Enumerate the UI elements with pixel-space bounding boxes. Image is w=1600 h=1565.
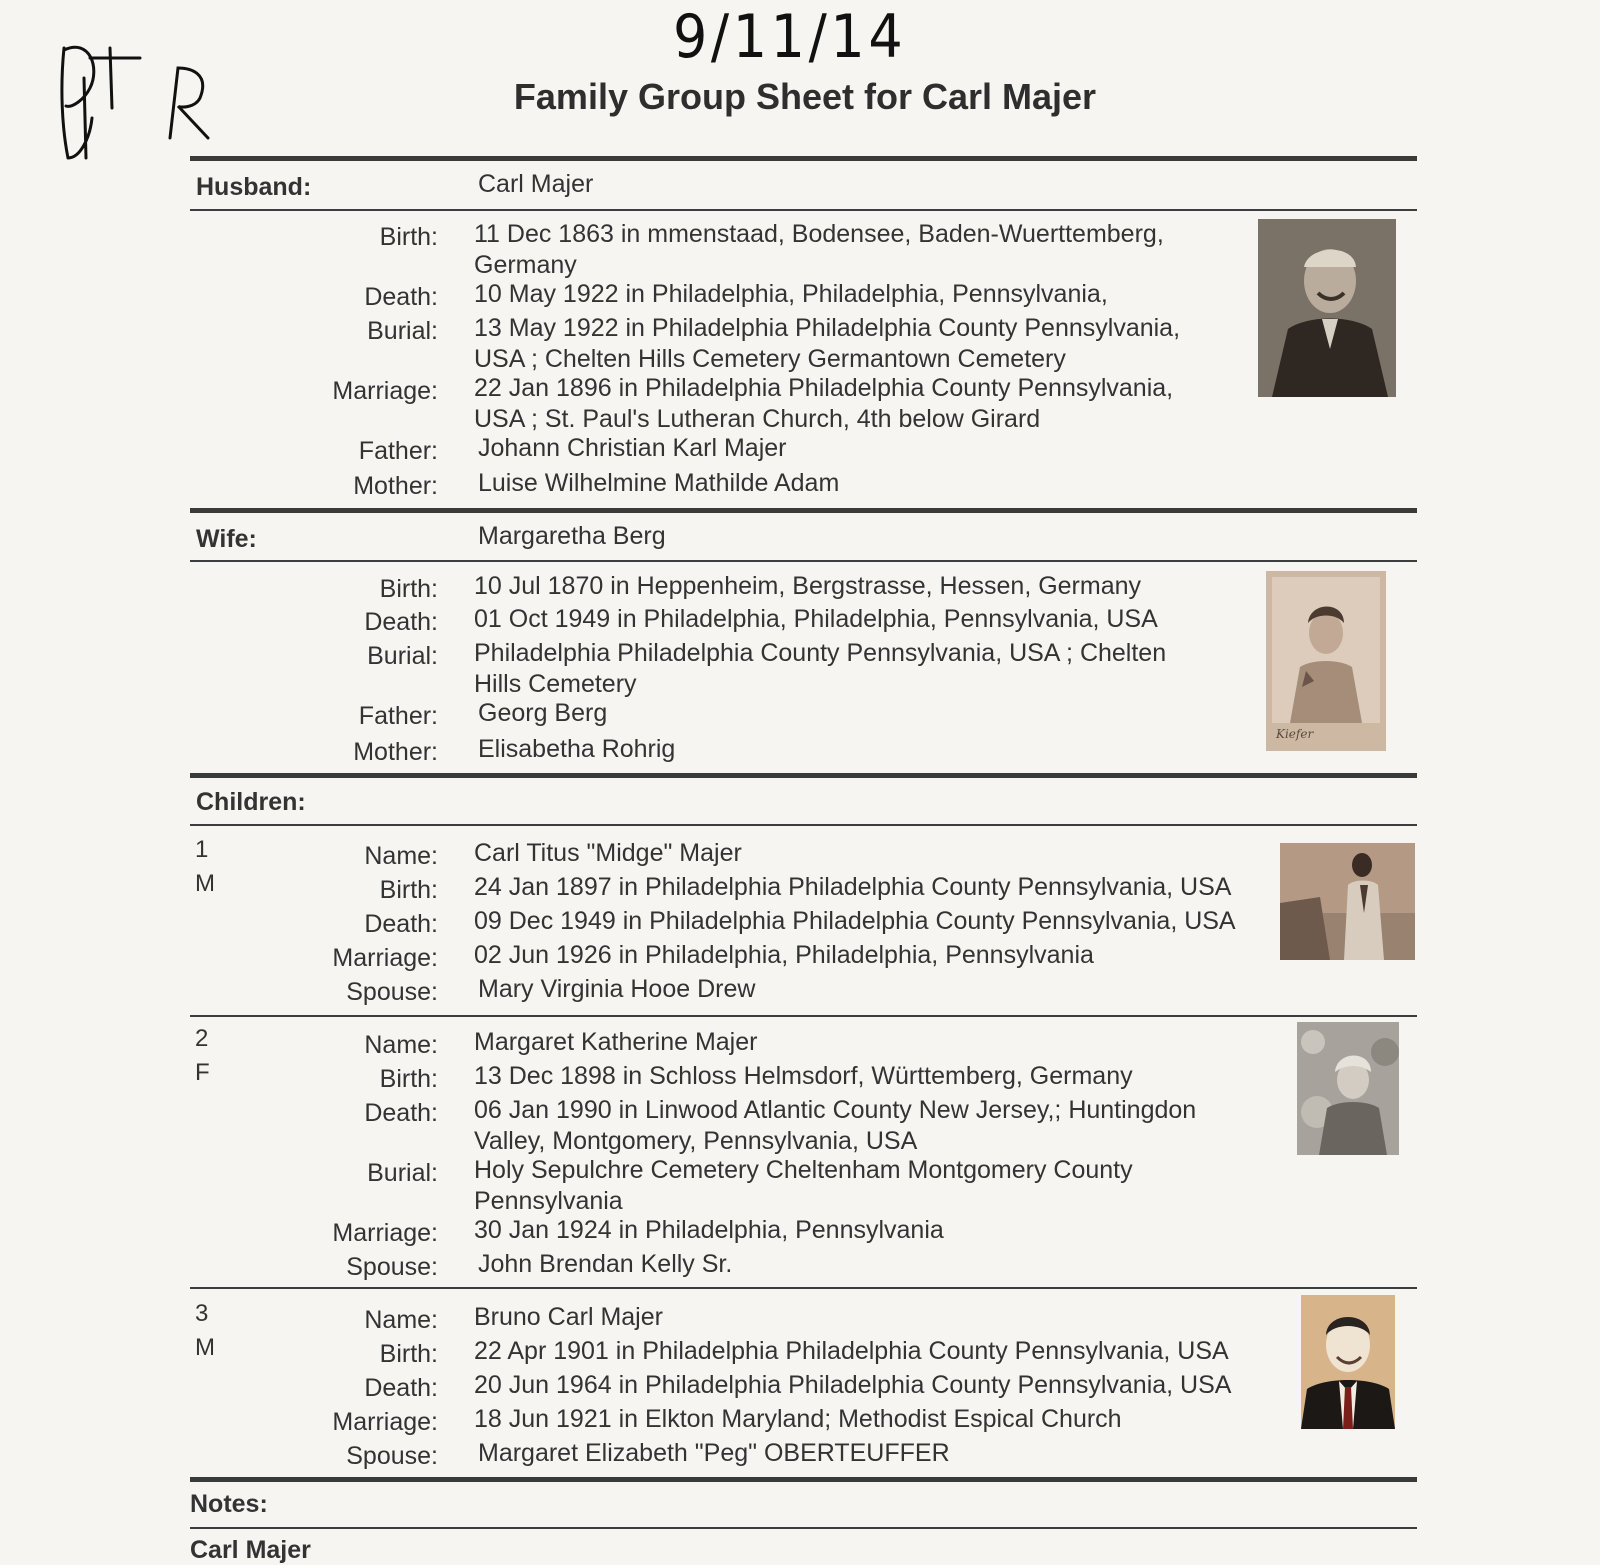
child-photo <box>1280 843 1415 960</box>
husband-burial: 13 May 1922 in Philadelphia Philadelphia County Pennsylvania, USA ; Chelten Hills Cemetery Germantown Cemetery <box>474 314 1181 373</box>
child-spouse: Mary Virginia Hooe Drew <box>478 975 756 1003</box>
page-title: Family Group Sheet for Carl Majer <box>513 76 1097 117</box>
child-birth-label: Birth: <box>379 1340 438 1368</box>
husband-burial-label: Burial: <box>367 317 438 345</box>
husband-marriage-label: Marriage: <box>332 377 438 405</box>
child-burial-label: Burial: <box>367 1159 438 1187</box>
husband-marriage: 22 Jan 1896 in Philadelphia Philadelphia County Pennsylvania, USA ; St. Paul's Lutheran Church, 4th below Girard <box>474 374 1174 433</box>
child-photo <box>1301 1295 1395 1429</box>
section-divider <box>190 209 1417 211</box>
child-divider <box>190 1015 1417 1017</box>
husband-mother: Luise Wilhelmine Mathilde Adam <box>478 469 840 497</box>
child-divider <box>190 1287 1417 1289</box>
child-death: 06 Jan 1990 in Linwood Atlantic County New Jersey,; Huntingdon Valley, Montgomery, Pennsylvania, USA <box>474 1096 1197 1155</box>
child-number: 1 <box>195 836 209 863</box>
husband-label: Husband: <box>196 173 312 201</box>
husband-name: Carl Majer <box>478 170 594 198</box>
notes-label: Notes: <box>190 1490 268 1518</box>
child-birth: 13 Dec 1898 in Schloss Helmsdorf, Württemberg, Germany <box>474 1062 1133 1090</box>
wife-burial: Philadelphia Philadelphia County Pennsylvania, USA ; Chelten Hills Cemetery <box>474 639 1167 698</box>
husband-death: 10 May 1922 in Philadelphia, Philadelphia, Pennsylvania, <box>474 280 1108 308</box>
child-number: 2 <box>195 1025 209 1052</box>
section-rule <box>190 508 1417 513</box>
child-marriage: 18 Jun 1921 in Elkton Maryland; Methodist Espical Church <box>474 1405 1122 1433</box>
wife-mother: Elisabetha Rohrig <box>478 735 676 763</box>
child-birth-label: Birth: <box>379 1065 438 1093</box>
child-spouse-label: Spouse: <box>346 978 438 1006</box>
child-spouse-label: Spouse: <box>346 1442 438 1470</box>
section-divider <box>190 560 1417 562</box>
wife-label: Wife: <box>196 525 257 553</box>
child-burial: Holy Sepulchre Cemetery Cheltenham Montgomery County Pennsylvania <box>474 1156 1133 1215</box>
child-name-label: Name: <box>364 1306 438 1334</box>
wife-birth: 10 Jul 1870 in Heppenheim, Bergstrasse, Hessen, Germany <box>474 572 1142 600</box>
child-name-label: Name: <box>364 1031 438 1059</box>
husband-photo <box>1258 219 1396 397</box>
child-marriage-label: Marriage: <box>332 1408 438 1436</box>
wife-father-label: Father: <box>358 702 438 730</box>
child-name-label: Name: <box>364 842 438 870</box>
child-number: 3 <box>195 1300 209 1327</box>
child-birth-label: Birth: <box>379 876 438 904</box>
child-photo <box>1297 1022 1399 1155</box>
child-spouse: John Brendan Kelly Sr. <box>478 1250 733 1278</box>
children-label: Children: <box>196 788 306 816</box>
child-spouse-label: Spouse: <box>346 1253 438 1281</box>
husband-birth: 11 Dec 1863 in mmenstaad, Bodensee, Baden-Wuerttemberg, Germany <box>474 220 1164 279</box>
husband-mother-label: Mother: <box>353 472 438 500</box>
section-rule <box>190 773 1417 778</box>
child-marriage: 02 Jun 1926 in Philadelphia, Philadelphia, Pennsylvania <box>474 941 1094 969</box>
child-death-label: Death: <box>364 910 438 938</box>
child-spouse: Margaret Elizabeth "Peg" OBERTEUFFER <box>478 1439 950 1467</box>
child-death-label: Death: <box>364 1099 438 1127</box>
section-rule <box>190 156 1417 161</box>
husband-father: Johann Christian Karl Majer <box>478 434 787 462</box>
wife-mother-label: Mother: <box>353 738 438 766</box>
child-sex: M <box>195 1334 215 1361</box>
child-death: 09 Dec 1949 in Philadelphia Philadelphia County Pennsylvania, USA <box>474 907 1236 935</box>
photo-studio-caption: Kiefer <box>1276 727 1314 741</box>
child-name: Carl Titus "Midge" Majer <box>474 839 742 867</box>
child-birth: 22 Apr 1901 in Philadelphia Philadelphia County Pennsylvania, USA <box>474 1337 1229 1365</box>
notes-subject: Carl Majer <box>190 1536 311 1564</box>
handwritten-date: 9/11/14 <box>672 2 907 72</box>
wife-death: 01 Oct 1949 in Philadelphia, Philadelphia, Pennsylvania, USA <box>474 605 1158 633</box>
wife-father: Georg Berg <box>478 699 608 727</box>
child-marriage: 30 Jan 1924 in Philadelphia, Pennsylvania <box>474 1216 944 1244</box>
wife-name: Margaretha Berg <box>478 522 666 550</box>
section-rule <box>190 1477 1417 1482</box>
child-death-label: Death: <box>364 1374 438 1402</box>
child-sex: F <box>195 1059 210 1086</box>
wife-birth-label: Birth: <box>379 575 438 603</box>
child-death: 20 Jun 1964 in Philadelphia Philadelphia County Pennsylvania, USA <box>474 1371 1232 1399</box>
husband-death-label: Death: <box>364 283 438 311</box>
child-name: Bruno Carl Majer <box>474 1303 663 1331</box>
husband-birth-label: Birth: <box>379 223 438 251</box>
child-marriage-label: Marriage: <box>332 944 438 972</box>
child-birth: 24 Jan 1897 in Philadelphia Philadelphia County Pennsylvania, USA <box>474 873 1232 901</box>
child-marriage-label: Marriage: <box>332 1219 438 1247</box>
wife-photo <box>1266 571 1386 751</box>
child-sex: M <box>195 870 215 897</box>
child-name: Margaret Katherine Majer <box>474 1028 758 1056</box>
wife-burial-label: Burial: <box>367 642 438 670</box>
section-divider <box>190 824 1417 826</box>
section-divider <box>190 1527 1417 1529</box>
wife-death-label: Death: <box>364 608 438 636</box>
husband-father-label: Father: <box>358 437 438 465</box>
